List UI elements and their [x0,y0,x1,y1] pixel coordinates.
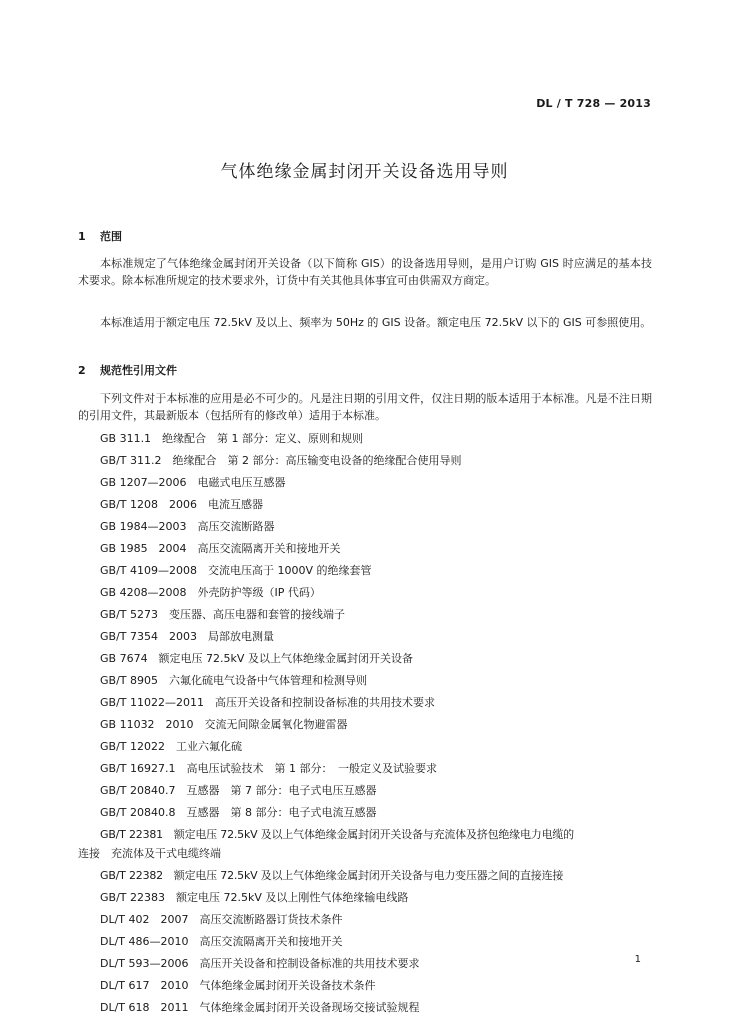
header-code: DL / T 728 — 2013 [536,97,651,110]
reference-item: GB/T 22382 额定电压 72.5kV 及以上气体绝缘金属封闭开关设备与电力变压器之间的直接连接 [100,869,564,882]
reference-item: DL/T 486—2010 高压交流隔离开关和接地开关 [100,935,343,948]
reference-item: DL/T 402 2007 高压交流断路器订货技术条件 [100,913,343,926]
section-heading-scope [78,228,122,244]
scope-paragraph-2: 本标准适用于额定电压 72.5kV 及以上、频率为 50Hz 的 GIS 设备。额定电压 72.5kV 以下的 GIS 可参照使用。 [100,316,652,329]
reference-item: GB 1985 2004 高压交流隔离开关和接地开关 [100,542,341,555]
reference-item: GB/T 16927.1 高电压试验技术 第 1 部分： 一般定义及试验要求 [100,762,437,775]
reference-item: GB/T 12022 工业六氟化硫 [100,740,242,753]
page-number: 1 [634,954,641,965]
reference-item-continuation: 连接 充流体及干式电缆终端 [78,847,221,860]
document-title: 气体绝缘金属封闭开关设备选用导则 [220,162,509,182]
reference-item: GB/T 11022—2011 高压开关设备和控制设备标准的共用技术要求 [100,696,435,709]
reference-item: GB 4208—2008 外壳防护等级（IP 代码） [100,586,321,599]
section-heading-normative-references [78,362,177,378]
reference-item: GB/T 20840.7 互感器 第 7 部分：电子式电压互感器 [100,784,377,797]
reference-item: GB/T 20840.8 互感器 第 8 部分：电子式电流互感器 [100,806,377,819]
reference-item: DL/T 593—2006 高压开关设备和控制设备标准的共用技术要求 [100,957,420,970]
reference-item: DL/T 617 2010 气体绝缘金属封闭开关设备技术条件 [100,979,376,992]
section-number: 2 [78,364,86,377]
reference-item: GB 11032 2010 交流无间隙金属氧化物避雷器 [100,718,348,731]
reference-item: GB/T 22383 额定电压 72.5kV 及以上刚性气体绝缘输电线路 [100,891,409,904]
section-number: 1 [78,230,86,243]
reference-item: GB/T 8905 六氟化硫电气设备中气体管理和检测导则 [100,674,367,687]
section-title: 范围 [100,230,122,243]
reference-item: GB 7674 额定电压 72.5kV 及以上气体绝缘金属封闭开关设备 [100,652,413,665]
reference-item: GB 1207—2006 电磁式电压互感器 [100,476,286,489]
section-title: 规范性引用文件 [100,364,177,377]
reference-item: GB/T 7354 2003 局部放电测量 [100,630,274,643]
reference-item: GB/T 5273 变压器、高压电器和套管的接线端子 [100,608,345,621]
reference-item: GB/T 311.2 绝缘配合 第 2 部分：高压输变电设备的绝缘配合使用导则 [100,454,462,467]
scope-paragraph-1: 本标准规定了气体绝缘金属封闭开关设备（以下简称 GIS）的设备选用导则，是用户订购 GIS 时应满足的基本技术要求。除本标准所规定的技术要求外，订货中有关其他具体事宜可由供需双方商定。 [78,257,652,287]
references-intro-paragraph: 下列文件对于本标准的应用是必不可少的。凡是注日期的引用文件，仅注日期的版本适用于本标准。凡是不注日期的引用文件，其最新版本（包括所有的修改单）适用于本标准。 [78,392,652,422]
reference-item: GB/T 4109—2008 交流电压高于 1000V 的绝缘套管 [100,564,372,577]
reference-item: GB/T 22381 额定电压 72.5kV 及以上气体绝缘金属封闭开关设备与充流体及挤包绝缘电力电缆的 [100,828,574,841]
reference-item: DL/T 618 2011 气体绝缘金属封闭开关设备现场交接试验规程 [100,1001,420,1014]
reference-item: GB 311.1 绝缘配合 第 1 部分：定义、原则和规则 [100,432,364,445]
reference-item: GB 1984—2003 高压交流断路器 [100,520,275,533]
reference-item: GB/T 1208 2006 电流互感器 [100,498,263,511]
